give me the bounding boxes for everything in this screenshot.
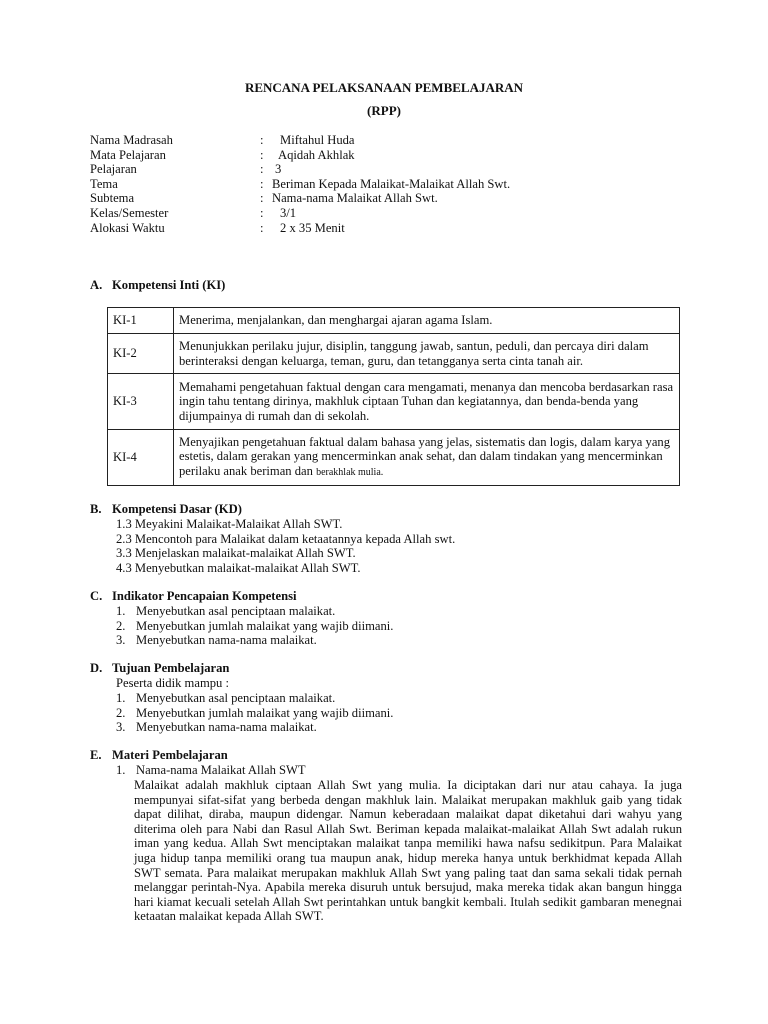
section-heading-c (90, 589, 297, 604)
list-number: 3. (116, 720, 126, 735)
info-value: 3 (275, 162, 282, 177)
ki-text-cell (174, 430, 680, 486)
info-value: Aqidah Akhlak (278, 147, 355, 162)
section-heading-e (90, 748, 228, 763)
list-text: Nama-nama Malaikat Allah SWT (136, 763, 306, 777)
info-colon: : (260, 191, 264, 206)
ki-row (108, 308, 680, 334)
info-colon: : (260, 176, 264, 191)
section-heading-a (90, 278, 225, 293)
info-row-pelajaran (90, 162, 650, 177)
list-item (116, 633, 393, 648)
ki-row (108, 374, 680, 430)
info-label: Pelajaran (90, 162, 137, 177)
list-number: 2. (116, 705, 126, 720)
indikator-list (116, 604, 393, 648)
section-title: Kompetensi Inti (KI) (112, 278, 226, 292)
info-colon: : (260, 133, 264, 147)
ki-code: KI-1 (108, 308, 174, 334)
info-label: Nama Madrasah (90, 133, 173, 147)
info-label: Tema (90, 176, 118, 191)
kd-item: 2.3 Mencontoh para Malaikat dalam ketaatannya kepada Allah swt. (116, 531, 456, 546)
info-row-subtema (90, 191, 650, 206)
ki-text: Memahami pengetahuan faktual dengan cara mengamati, menanya dan mencoba berdasarkan rasa ingin tahu tentang dirinya, makhluk ciptaan Tuhan dan kegiatannya, dan benda-benda yang dijumpainya di rumah dan di sekolah. (174, 374, 680, 430)
section-heading-b (90, 502, 242, 517)
ki-code: KI-3 (108, 374, 174, 430)
section-title: Indikator Pencapaian Kompetensi (112, 589, 297, 603)
page-title: RENCANA PELAKSANAAN PEMBELAJARAN (244, 80, 524, 95)
kd-list (116, 517, 455, 575)
ki-text-small: berakhlak mulia. (316, 466, 384, 478)
materi-paragraph: Malaikat adalah makhluk ciptaan Allah Swt yang mulia. Ia diciptakan dari nur atau cahaya. Ia juga mempunyai sifat-sifat yang berbeda dengan makhluk lain. Malaikat merupakan makhluk gaib yang tidak dapat dilihat, diraba, maupun didengar. Namun keberadaan malaikat dapat diketahui dari wahyu yang diterima oleh para Nabi dan Rasul Allah Swt. Beriman kepada malaikat-malaikat Allah Swt adalah rukun iman yang kedua. Allah Swt menciptakan malaikat tanpa memiliki hawa nafsu sedikitpun. Para Malaikat juga hidup tanpa memiliki orang tua maupun anak, hidup mereka hanya untuk berkhidmat kepada Allah SWT semata. Para malaikat merupakan makhluk Allah Swt yang paling taat dan sama sekali tidak pernah melanggar perintah-Nya. Apabila mereka disuruh untuk bersujud, maka mereka tidak akan bangun hingga hari kiamat kecuali setelah Allah Swt perintahkan untuk bangkit kembali. Itulah sedikit gambaran menegnai ketaatan malaikat kepada Allah SWT. (134, 778, 682, 924)
list-text: Menyebutkan asal penciptaan malaikat. (136, 604, 336, 618)
ki-code: KI-4 (108, 430, 174, 486)
list-item (116, 619, 393, 634)
kd-item: 4.3 Menyebutkan malaikat-malaikat Allah SWT. (116, 560, 361, 575)
section-title: Kompetensi Dasar (KD) (112, 502, 242, 516)
info-colon: : (260, 205, 264, 220)
info-row-madrasah (90, 133, 650, 148)
info-colon: : (260, 147, 264, 162)
ki-text: Menyajikan pengetahuan faktual dalam bahasa yang jelas, sistematis dan logis, dalam karya yang estetis, dalam gerakan yang mencerminkan anak sehat, dan dalam tindakan yang mencerminkan perilaku anak beriman dan (179, 434, 670, 478)
section-letter: E. (90, 748, 102, 762)
list-item (116, 604, 393, 619)
ki-text: Menerima, menjalankan, dan menghargai ajaran agama Islam. (174, 308, 680, 334)
materi-list (116, 763, 306, 778)
list-number: 3. (116, 633, 126, 648)
section-title: Tujuan Pembelajaran (112, 661, 230, 675)
kd-item: 3.3 Menjelaskan malaikat-malaikat Allah SWT. (116, 546, 356, 561)
list-text: Menyebutkan asal penciptaan malaikat. (136, 691, 336, 705)
info-value: Nama-nama Malaikat Allah Swt. (272, 191, 438, 206)
ki-text: Menunjukkan perilaku jujur, disiplin, tanggung jawab, santun, peduli, dan percaya diri dalam berinteraksi dengan keluarga, teman, guru, dan tetangganya serta cinta tanah air. (174, 334, 680, 374)
section-letter: B. (90, 502, 102, 516)
info-value: Miftahul Huda (280, 133, 355, 147)
list-text: Menyebutkan jumlah malaikat yang wajib diimani. (136, 618, 394, 633)
tujuan-list (116, 691, 393, 735)
info-colon: : (260, 162, 264, 177)
section-title: Materi Pembelajaran (112, 748, 228, 762)
info-value: 2 x 35 Menit (280, 220, 345, 235)
info-colon: : (260, 220, 264, 235)
info-row-tema (90, 177, 650, 192)
section-letter: A. (90, 278, 103, 292)
section-letter: D. (90, 661, 103, 675)
list-number: 1. (116, 604, 126, 618)
list-item (116, 763, 306, 778)
info-value: Beriman Kepada Malaikat-Malaikat Allah Swt. (272, 176, 511, 191)
ki-row (108, 334, 680, 374)
info-label: Mata Pelajaran (90, 147, 166, 162)
info-label: Subtema (90, 191, 135, 206)
list-number: 2. (116, 618, 126, 633)
ki-code: KI-2 (108, 334, 174, 374)
list-item (116, 720, 393, 735)
info-value: 3/1 (280, 205, 297, 220)
info-row-kelas-semester (90, 206, 650, 221)
identity-block (90, 133, 650, 235)
tujuan-intro: Peserta didik mampu : (116, 676, 229, 690)
info-label: Kelas/Semester (90, 205, 169, 220)
list-text: Menyebutkan nama-nama malaikat. (136, 633, 317, 648)
section-heading-d (90, 661, 229, 676)
list-text: Menyebutkan jumlah malaikat yang wajib diimani. (136, 705, 394, 720)
list-number: 1. (116, 691, 126, 705)
ki-row (108, 430, 680, 486)
list-item (116, 691, 393, 706)
page-subtitle: (RPP) (367, 103, 401, 118)
info-row-alokasi-waktu (90, 221, 650, 236)
list-number: 1. (116, 763, 126, 777)
kd-item: 1.3 Meyakini Malaikat-Malaikat Allah SWT. (116, 517, 343, 531)
info-row-mata-pelajaran (90, 148, 650, 163)
section-letter: C. (90, 589, 103, 603)
ki-table (107, 307, 680, 486)
info-label: Alokasi Waktu (90, 220, 165, 235)
list-item (116, 706, 393, 721)
list-text: Menyebutkan nama-nama malaikat. (136, 720, 317, 735)
